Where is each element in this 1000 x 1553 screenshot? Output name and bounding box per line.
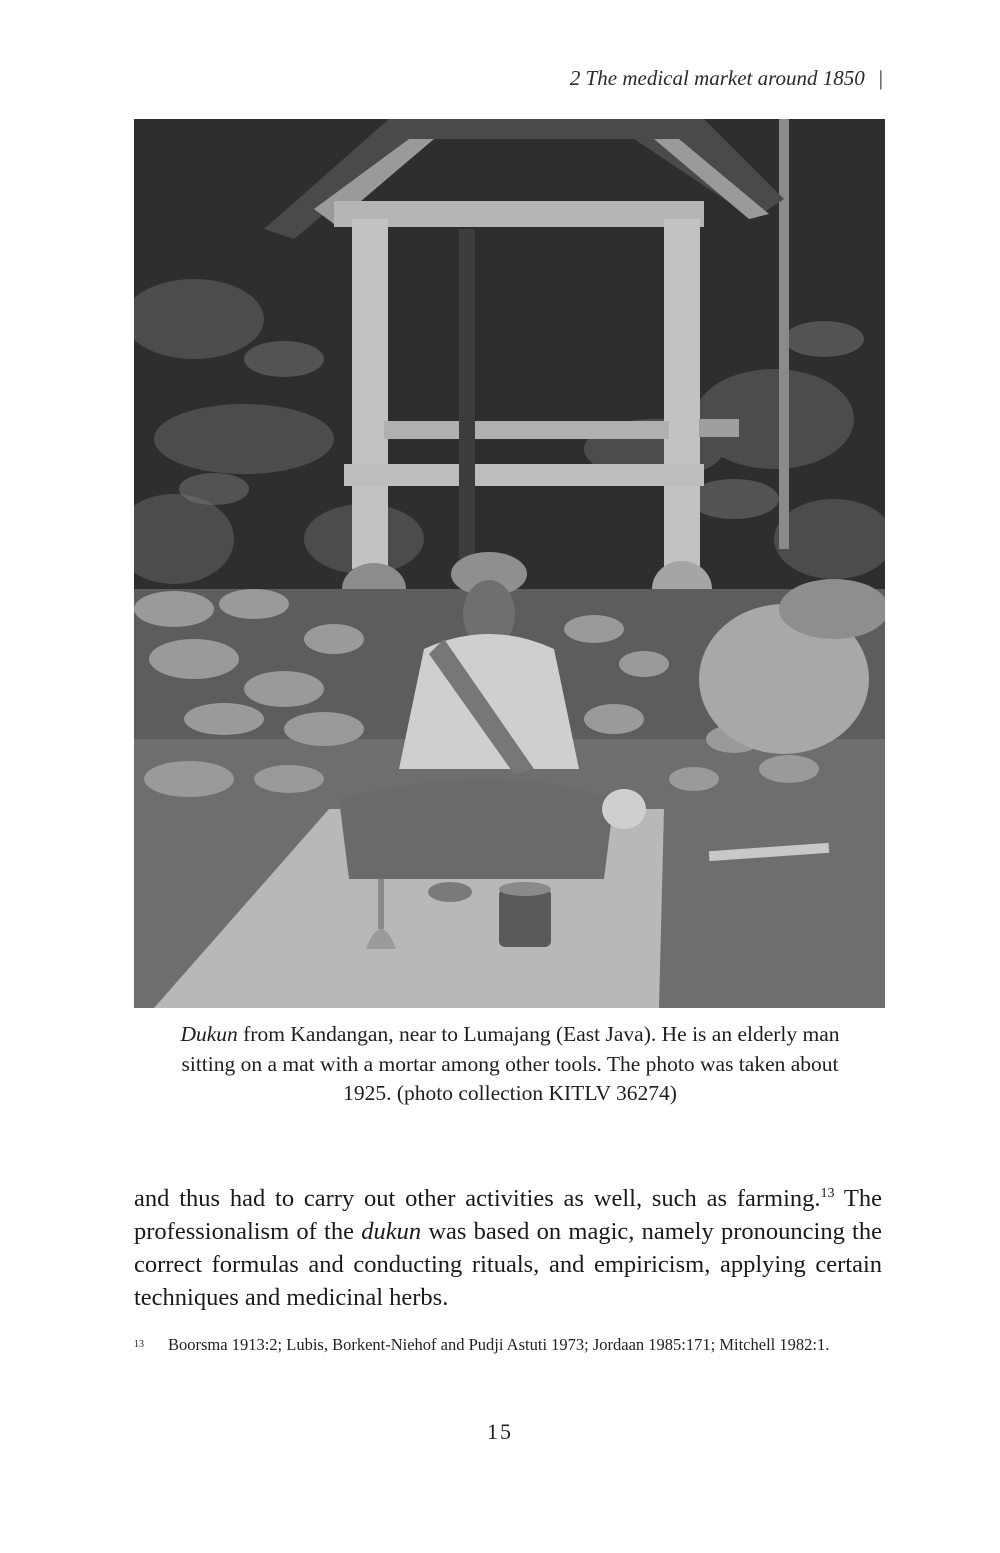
body-text-part1: and thus had to carry out other activities as well, such as farming. [134,1185,821,1212]
page-number: 15 [487,1419,513,1444]
footnote-reference[interactable]: 13 [820,1185,835,1201]
caption-text: from Kandangan, near to Lumajang (East Java). He is an elderly man sitting on a mat with a mortar among other tools. The photo was taken about 1925. (photo collection KITLV 36274) [181,1022,840,1105]
body-paragraph [134,1182,882,1314]
figure-photo [134,119,885,1008]
photo-illustration [134,119,885,1008]
footnote-text: Boorsma 1913:2; Lubis, Borkent-Niehof and Pudji Astuti 1973; Jordaan 1985:171; Mitchell 1982:1. [168,1335,830,1354]
body-text-part3: was based on magic, namely pronouncing the correct formulas and conducting rituals, and empiricism, applying certain techniques and medicinal herbs. [134,1218,882,1311]
running-head [570,66,883,91]
running-head-title: 2 The medical market around 1850 [569,66,865,90]
body-text-part2: The professionalism of the [134,1185,882,1245]
footnote [134,1333,882,1357]
caption-italic-term: Dukun [180,1022,238,1046]
footnote-number: 13 [134,1339,144,1350]
figure-caption [180,1020,840,1109]
running-head-separator: | [878,66,883,90]
body-italic-term: dukun [361,1218,422,1245]
